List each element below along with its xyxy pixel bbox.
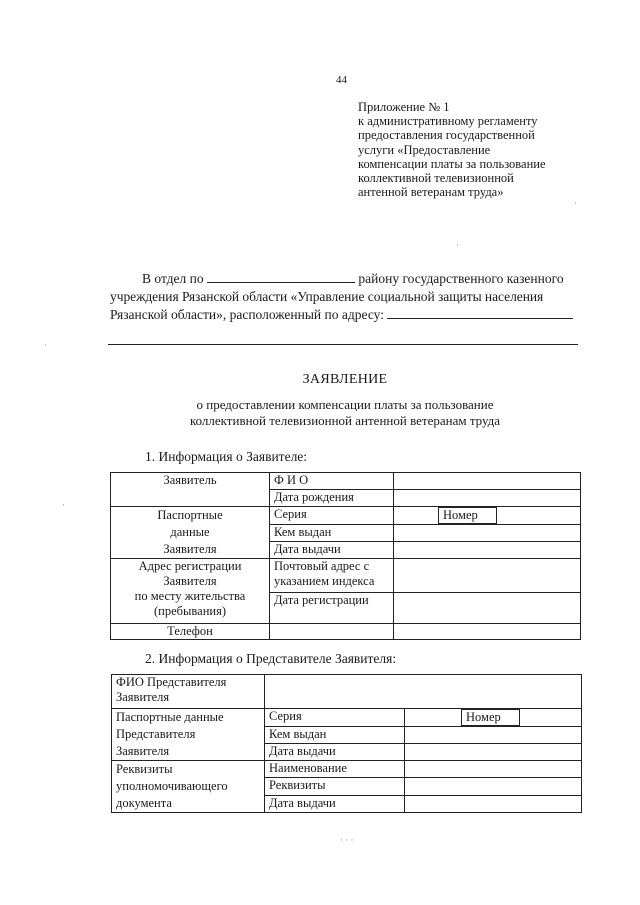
doc-requisites-label: Реквизиты [265, 778, 405, 795]
rep-fio-label: ФИО Представителя Заявителя [112, 675, 265, 709]
rep-fio-value[interactable] [265, 675, 582, 709]
scan-speck: · [456, 240, 459, 250]
address-line3: Рязанской области», расположенный по адресу: [110, 307, 384, 322]
registration-date-label: Дата регистрации [270, 593, 394, 624]
appendix-line: услуги «Предоставление [358, 142, 491, 157]
phone-value-extra[interactable] [394, 624, 581, 640]
address-block [110, 270, 578, 324]
birth-date-value[interactable] [394, 490, 581, 507]
phone-label: Телефон [111, 624, 270, 640]
birth-date-label: Дата рождения [270, 490, 394, 507]
issued-by-label: Кем выдан [270, 525, 394, 542]
scan-speck: · [44, 340, 47, 350]
subtitle-line: о предоставлении компенсации платы за пользование [196, 397, 494, 412]
issued-by-value[interactable] [394, 525, 581, 542]
series-number-value[interactable] [394, 507, 581, 525]
doc-name-value[interactable] [405, 761, 582, 778]
passport-label: Паспортные данные Заявителя [111, 507, 270, 559]
postal-address-label: Почтовый адрес с указанием индекса [270, 559, 394, 593]
address-suffix: району государственного казенного [358, 271, 564, 286]
doc-requisites-value[interactable] [405, 778, 582, 795]
fio-value[interactable] [394, 473, 581, 490]
rep-issued-by-label: Кем выдан [265, 727, 405, 744]
address-blank[interactable] [387, 306, 573, 319]
representative-table [111, 674, 582, 813]
appendix-line: коллективной телевизионной [358, 171, 514, 186]
applicant-table [110, 472, 581, 640]
postal-address-value[interactable] [394, 559, 581, 593]
appendix-line: Приложение № 1 [358, 100, 450, 114]
appendix-line: компенсации платы за пользование [358, 156, 546, 171]
rep-passport-label: Паспортные данные Представителя Заявителя [112, 709, 265, 761]
scan-speck: · [574, 198, 577, 208]
address-prefix: В отдел по [142, 271, 204, 286]
document-title: ЗАЯВЛЕНИЕ [302, 372, 388, 387]
document-subtitle [0, 397, 640, 429]
appendix-line: антенной ветеранам труда» [358, 185, 504, 200]
rep-issue-date-label: Дата выдачи [265, 744, 405, 761]
doc-name-label: Наименование [265, 761, 405, 778]
rep-series-number-value[interactable] [405, 709, 582, 727]
registration-address-label: Адрес регистрации Заявителя по месту жительства (пребывания) [111, 559, 270, 624]
appendix-heading [358, 100, 546, 199]
issue-date-value[interactable] [394, 542, 581, 559]
appendix-line: к административному регламенту [358, 114, 538, 129]
scan-speck: · [62, 500, 65, 510]
doc-date-label: Дата выдачи [265, 795, 405, 812]
scan-speck: · · · [340, 835, 354, 845]
section2-heading: 2. Информация о Представителе Заявителя: [145, 651, 397, 666]
series-label: Серия [270, 507, 394, 525]
rep-issued-by-value[interactable] [405, 727, 582, 744]
doc-date-value[interactable] [405, 795, 582, 812]
department-blank[interactable] [207, 270, 355, 283]
authorizing-document-label: Реквизиты уполномочивающего документа [112, 761, 265, 813]
applicant-label: Заявитель [111, 473, 270, 507]
subtitle-line: коллективной телевизионной антенной ветеранам труда [189, 413, 501, 428]
page-number: 44 [336, 74, 347, 86]
address-line2: учреждения Рязанской области «Управление социальной защиты населения [110, 289, 544, 304]
issue-date-label: Дата выдачи [270, 542, 394, 559]
phone-value[interactable] [270, 624, 394, 640]
rep-issue-date-value[interactable] [405, 744, 582, 761]
number-label: Номер [438, 507, 497, 524]
rep-number-label: Номер [461, 709, 520, 726]
section1-heading: 1. Информация о Заявителе: [145, 449, 308, 464]
address-continuation-line[interactable] [108, 344, 578, 345]
registration-date-value[interactable] [394, 593, 581, 624]
fio-label: Ф И О [270, 473, 394, 490]
appendix-line: предоставления государственной [358, 128, 535, 143]
rep-series-label: Серия [265, 709, 405, 727]
